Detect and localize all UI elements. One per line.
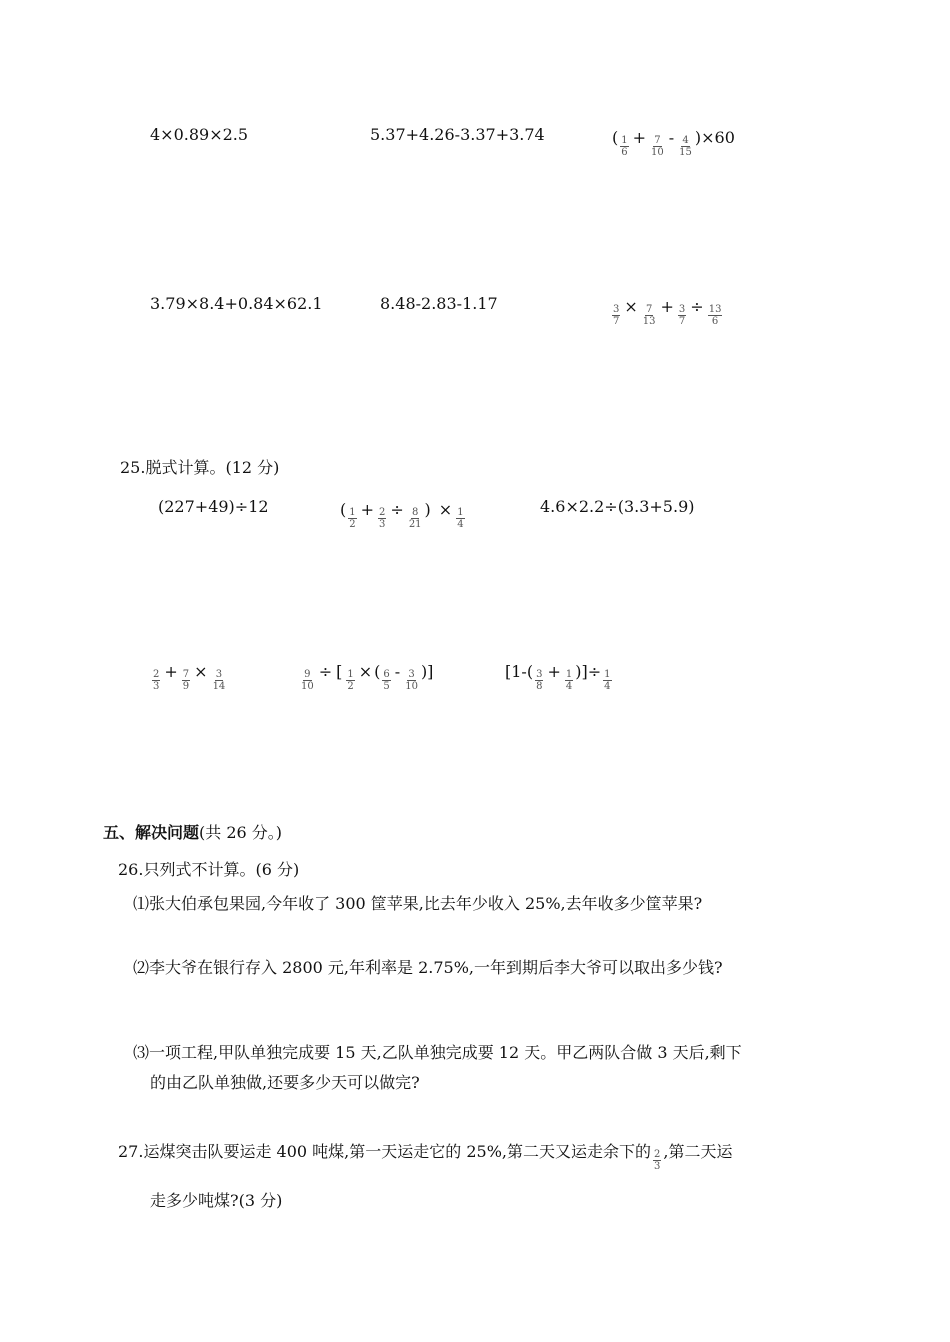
fraction: $\frac{1}{6}$ bbox=[621, 135, 628, 158]
fraction: $\frac{1}{4}$ bbox=[457, 507, 464, 530]
expr-fraction-x60: ( $\frac{1}{6}$ + $\frac{7}{10}$ - $\frac{4}{15}$ )×60 bbox=[612, 128, 735, 158]
fraction: $\frac{7}{13}$ bbox=[642, 304, 656, 327]
expr-fraction-q25-5: $\frac{9}{10}$ ÷ [ $\frac{1}{2}$ × ( $\frac{6}{5}$ - $\frac{3}{10}$ )] bbox=[301, 662, 434, 692]
fraction: $\frac{1}{4}$ bbox=[604, 669, 611, 692]
expr-fraction-q25-2: ( $\frac{1}{2}$ + $\frac{2}{3}$ ÷ $\frac{8}{21}$ ) × $\frac{1}{4}$ bbox=[340, 500, 464, 530]
fraction: $\frac{7}{10}$ bbox=[651, 135, 664, 158]
fraction: $\frac{7}{9}$ bbox=[182, 669, 190, 692]
fraction: $\frac{6}{5}$ bbox=[383, 669, 390, 692]
question-26-3-line1: ⑶一项工程,甲队单独完成要 15 天,乙队单独完成要 12 天。甲乙两队合做 3 天后,剩下 bbox=[133, 1043, 742, 1062]
fraction: $\frac{13}{6}$ bbox=[708, 304, 722, 327]
expr-4x089x25: 4×0.89×2.5 bbox=[150, 125, 249, 144]
expr-fraction-q25-4: $\frac{2}{3}$ + $\frac{7}{9}$ × $\frac{3}{14}$ bbox=[153, 662, 226, 692]
fraction: $\frac{8}{21}$ bbox=[408, 507, 422, 530]
question-26-3-line2: 的由乙队单独做,还要多少天可以做完? bbox=[150, 1073, 420, 1092]
fraction: $\frac{3}{14}$ bbox=[212, 669, 226, 692]
fraction: $\frac{1}{2}$ bbox=[349, 507, 356, 530]
fraction: $\frac{3}{7}$ bbox=[613, 304, 620, 327]
fraction: $\frac{3}{8}$ bbox=[536, 669, 543, 692]
expr-fraction-mixed: $\frac{3}{7}$ × $\frac{7}{13}$ + $\frac{3}{7}$ ÷ $\frac{13}{6}$ bbox=[613, 297, 722, 327]
fraction: $\frac{1}{2}$ bbox=[347, 669, 354, 692]
fraction: $\frac{2}{3}$ bbox=[653, 1149, 661, 1172]
fraction: $\frac{3}{10}$ bbox=[405, 669, 418, 692]
expr-fraction-q25-6: [1-( $\frac{3}{8}$ + $\frac{1}{4}$ )]÷ $\frac{1}{4}$ bbox=[505, 662, 611, 692]
question-27-line1: 27.运煤突击队要运走 400 吨煤,第一天运走它的 25%,第二天又运走余下的 $\frac{2}{3}$ ,第二天运 bbox=[118, 1142, 733, 1172]
fraction: $\frac{1}{4}$ bbox=[565, 669, 573, 692]
section-score: (共 26 分。) bbox=[199, 823, 283, 842]
expr-379x84: 3.79×8.4+0.84×62.1 bbox=[150, 294, 323, 313]
fraction: $\frac{4}{15}$ bbox=[679, 135, 692, 158]
question-26-1: ⑴张大伯承包果园,今年收了 300 筐苹果,比去年少收入 25%,去年收多少筐苹果? bbox=[133, 894, 703, 913]
expr-46x22: 4.6×2.2÷(3.3+5.9) bbox=[540, 497, 695, 516]
expr-227-49: (227+49)÷12 bbox=[158, 497, 269, 516]
fraction: $\frac{3}{7}$ bbox=[678, 304, 686, 327]
expr-848-283: 8.48-2.83-1.17 bbox=[380, 294, 498, 313]
section-title: 五、解决问题 bbox=[103, 823, 200, 842]
question-26-title: 26.只列式不计算。(6 分) bbox=[118, 860, 300, 879]
section-5-heading bbox=[103, 825, 282, 841]
fraction: $\frac{2}{3}$ bbox=[153, 669, 160, 692]
question-27-line2: 走多少吨煤?(3 分) bbox=[150, 1191, 283, 1210]
expr-537-426: 5.37+4.26-3.37+3.74 bbox=[370, 125, 545, 144]
fraction: $\frac{9}{10}$ bbox=[301, 669, 314, 692]
fraction: $\frac{2}{3}$ bbox=[379, 507, 386, 530]
question-25-title: 25.脱式计算。(12 分) bbox=[120, 458, 280, 477]
question-26-2: ⑵李大爷在银行存入 2800 元,年利率是 2.75%,一年到期后李大爷可以取出多少钱? bbox=[133, 958, 723, 977]
